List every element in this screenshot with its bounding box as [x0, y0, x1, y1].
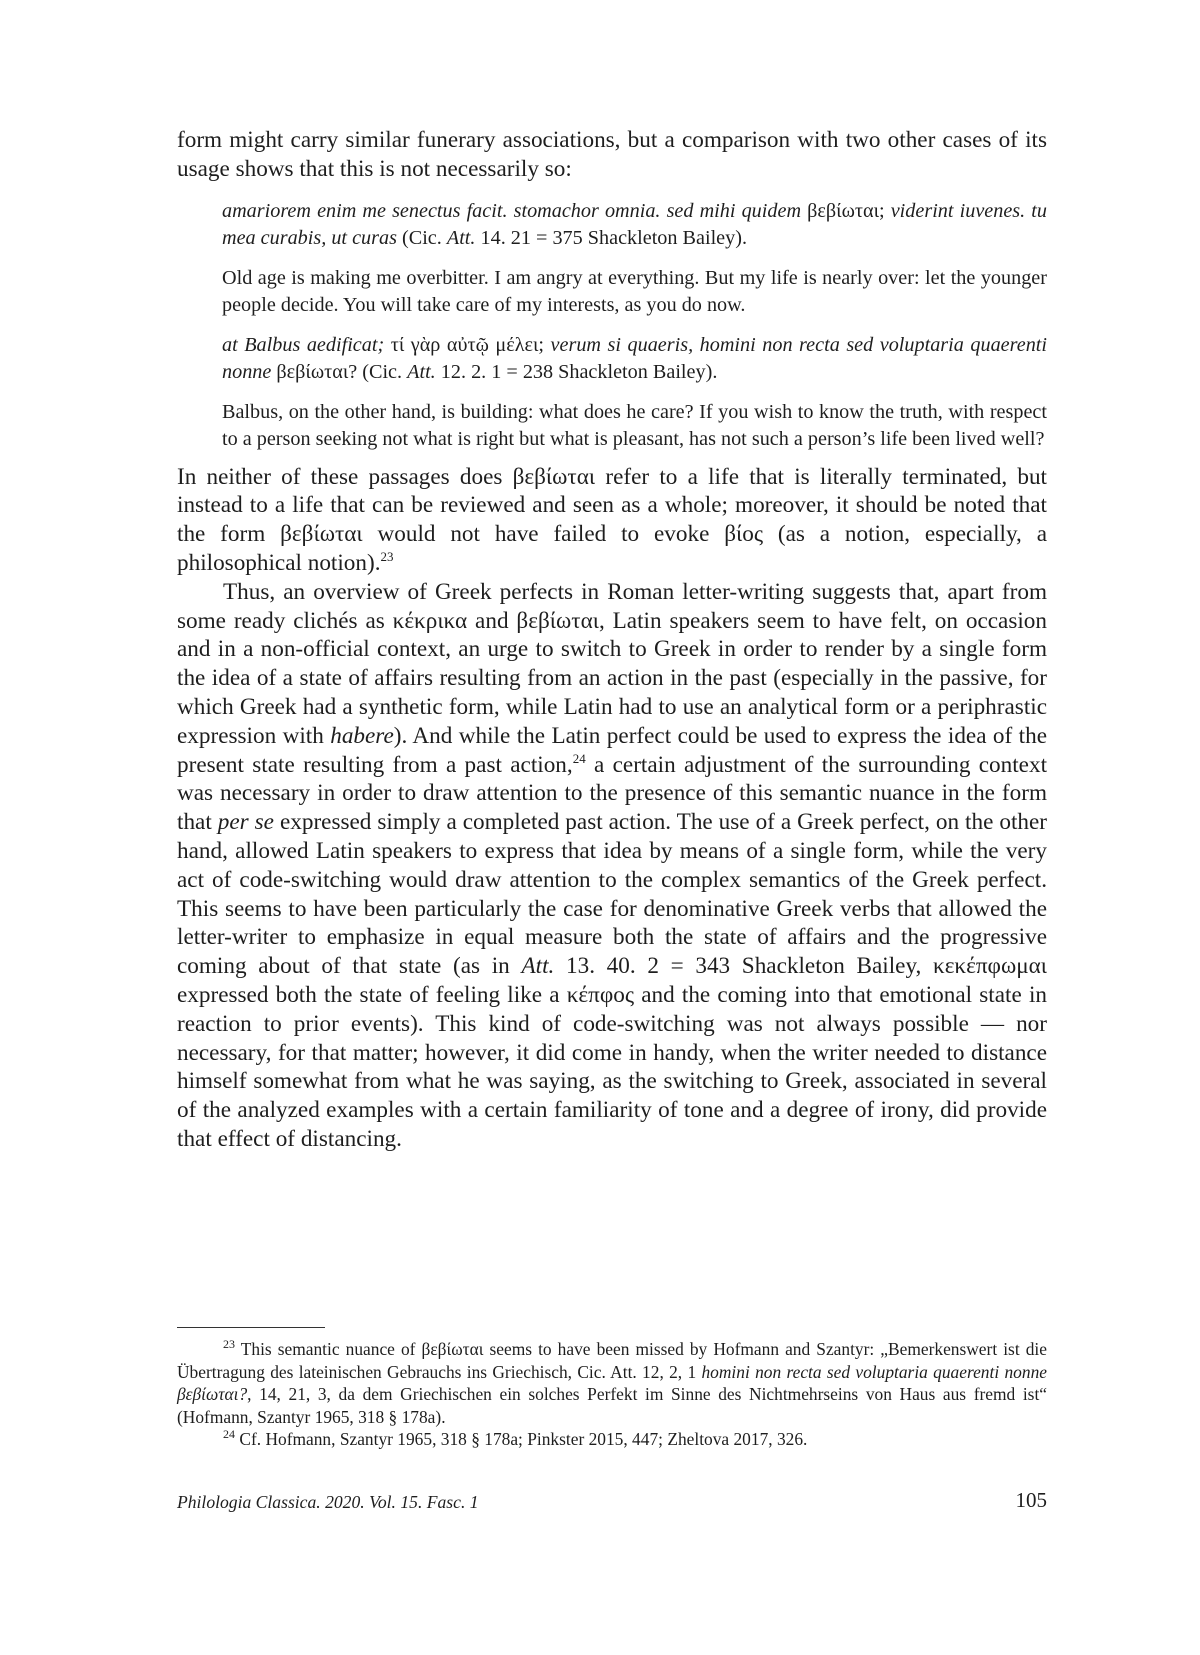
journal-title: Philologia Classica. 2020. Vol. 15. Fasc. 1: [177, 1492, 479, 1512]
quote1-latin-b: viderint iuvenes. tu mea curabis, ut curas: [222, 199, 1048, 249]
quote2-cite-post: 12. 2. 1 = 238 Shackleton Bailey).: [440, 360, 718, 383]
paragraph-neither: In neither of these passages does βεβίωται refer to a life that is literally terminated, but instead to a life that can be reviewed and seen as a whole; moreover, it should be noted that the form βεβίωται would not have failed to evoke βίος (as a notion, especially, a philosophical notion).$^{23}$: [177, 463, 1047, 576]
footnote-24: $^{24}$ Cf. Hofmann, Szantyr 1965, 318 § 178a; Pinkster 2015, 447; Zheltova 2017, 326.: [223, 1427, 808, 1450]
paragraph-intro: form might carry similar funerary associations, but a comparison with two other cases of its usage shows that this is not necessarily so:: [177, 127, 1047, 182]
quote1-cite-work: Att.: [446, 226, 476, 249]
term-att: Att.: [521, 953, 555, 980]
footnote-23-italic: homini non recta sed voluptaria quaerenti nonne βεβίωται?: [177, 1361, 1047, 1405]
latin-quote-1: [222, 198, 1047, 252]
footnote-ref-24[interactable]: 24: [572, 750, 586, 766]
quote1-greek: βεβίωται;: [807, 199, 885, 222]
term-per-se: per se: [217, 809, 274, 836]
translation-2: Balbus, on the other hand, is building: what does he care? If you wish to know the truth, with respect to a person seeking not what is right but what is pleasant, has not such a person’s life been lived well?: [222, 400, 1047, 450]
footnote-23: $^{23}$ This semantic nuance of βεβίωται seems to have been missed by Hofmann and Szantyr: „Bemerkenswert ist die Übertragung des lateinischen Gebrauchs ins Griechisch, Cic. Att. 12, 2, 1 homini non recta sed voluptaria quaerenti nonne βεβίωται?, 14, 21, 3, da dem Griechischen ein solches Perfekt im Sinne des Nichtmehrseins von Haus aus fremd ist“ (Hofmann, Szantyr 1965, 318 § 178a).: [177, 1337, 1047, 1427]
footnotes: [177, 1338, 1047, 1451]
quote2-latin-b: verum si quaeris, homini non recta sed voluptaria quaerenti nonne: [222, 333, 1048, 383]
quote1-latin-a: amariorem enim me senectus facit. stomachor omnia. sed mihi quidem: [222, 199, 802, 222]
quote1-cite-pre: (Cic.: [402, 226, 442, 249]
latin-quote-2: [222, 332, 1047, 386]
footnote-23-number: 23: [223, 1337, 235, 1351]
page-number: 105: [1015, 1488, 1047, 1512]
quote2-cite-pre: (Cic.: [362, 360, 403, 383]
main-text: [177, 126, 1047, 1154]
footnote-divider: [177, 1327, 325, 1328]
quote2-cite-work: Att.: [407, 360, 436, 383]
translation-1: Old age is making me overbitter. I am angry at everything. But my life is nearly over: let the younger people decide. You will take care of my interests, as you do now.: [222, 266, 1047, 316]
quote2-greek-b: βεβίωται?: [276, 360, 358, 383]
quote1-cite-post: 14. 21 = 375 Shackleton Bailey).: [480, 226, 748, 249]
footnote-ref-23[interactable]: 23: [380, 548, 394, 564]
page-footer: [177, 1488, 1047, 1518]
term-habere: habere: [330, 722, 394, 749]
paragraph-thus: Thus, an overview of Greek perfects in Roman letter-writing suggests that, apart from some ready clichés as κέκρικα and βεβίωται, Latin speakers seem to have felt, on occasion and in a non-official context, an urge to switch to Greek in order to render by a single form the idea of a state of affairs resulting from an action in the past (especially in the passive, for which Greek had a synthetic form, while Latin had to use an analytical form or a periphrastic expression with habere). And while the Latin perfect could be used to express the idea of the present state resulting from a past action,$^{24}$ a certain adjustment of the surrounding context was necessary in order to draw attention to the presence of this semantic nuance in the form that per se expressed simply a completed past action. The use of a Greek perfect, on the other hand, allowed Latin speakers to express that idea by means of a single form, while the very act of code-switching would draw attention to the complex semantics of the Greek perfect. This seems to have been particularly the case for denominative Greek verbs that allowed the letter-writer to emphasize in equal measure both the state of affairs and the progressive coming about of that state (as in Att. 13. 40. 2 = 343 Shackleton Bailey, κεκέπφωμαι expressed both the state of feeling like a κέπφος and the coming into that emotional state in reaction to prior events). This kind of code-switching was not always possible — nor necessary, for that matter; however, it did come in handy, when the writer needed to distance himself somewhat from what he was saying, as the switching to Greek, associated in several of the analyzed examples with a certain familiarity of tone and a degree of irony, did provide that effect of distancing.: [177, 578, 1048, 1152]
footnote-24-number: 24: [223, 1427, 235, 1442]
quote2-latin-a: at Balbus aedificat;: [222, 333, 385, 356]
quote2-greek-a: τί γὰρ αὐτῷ μέλει;: [390, 333, 545, 356]
